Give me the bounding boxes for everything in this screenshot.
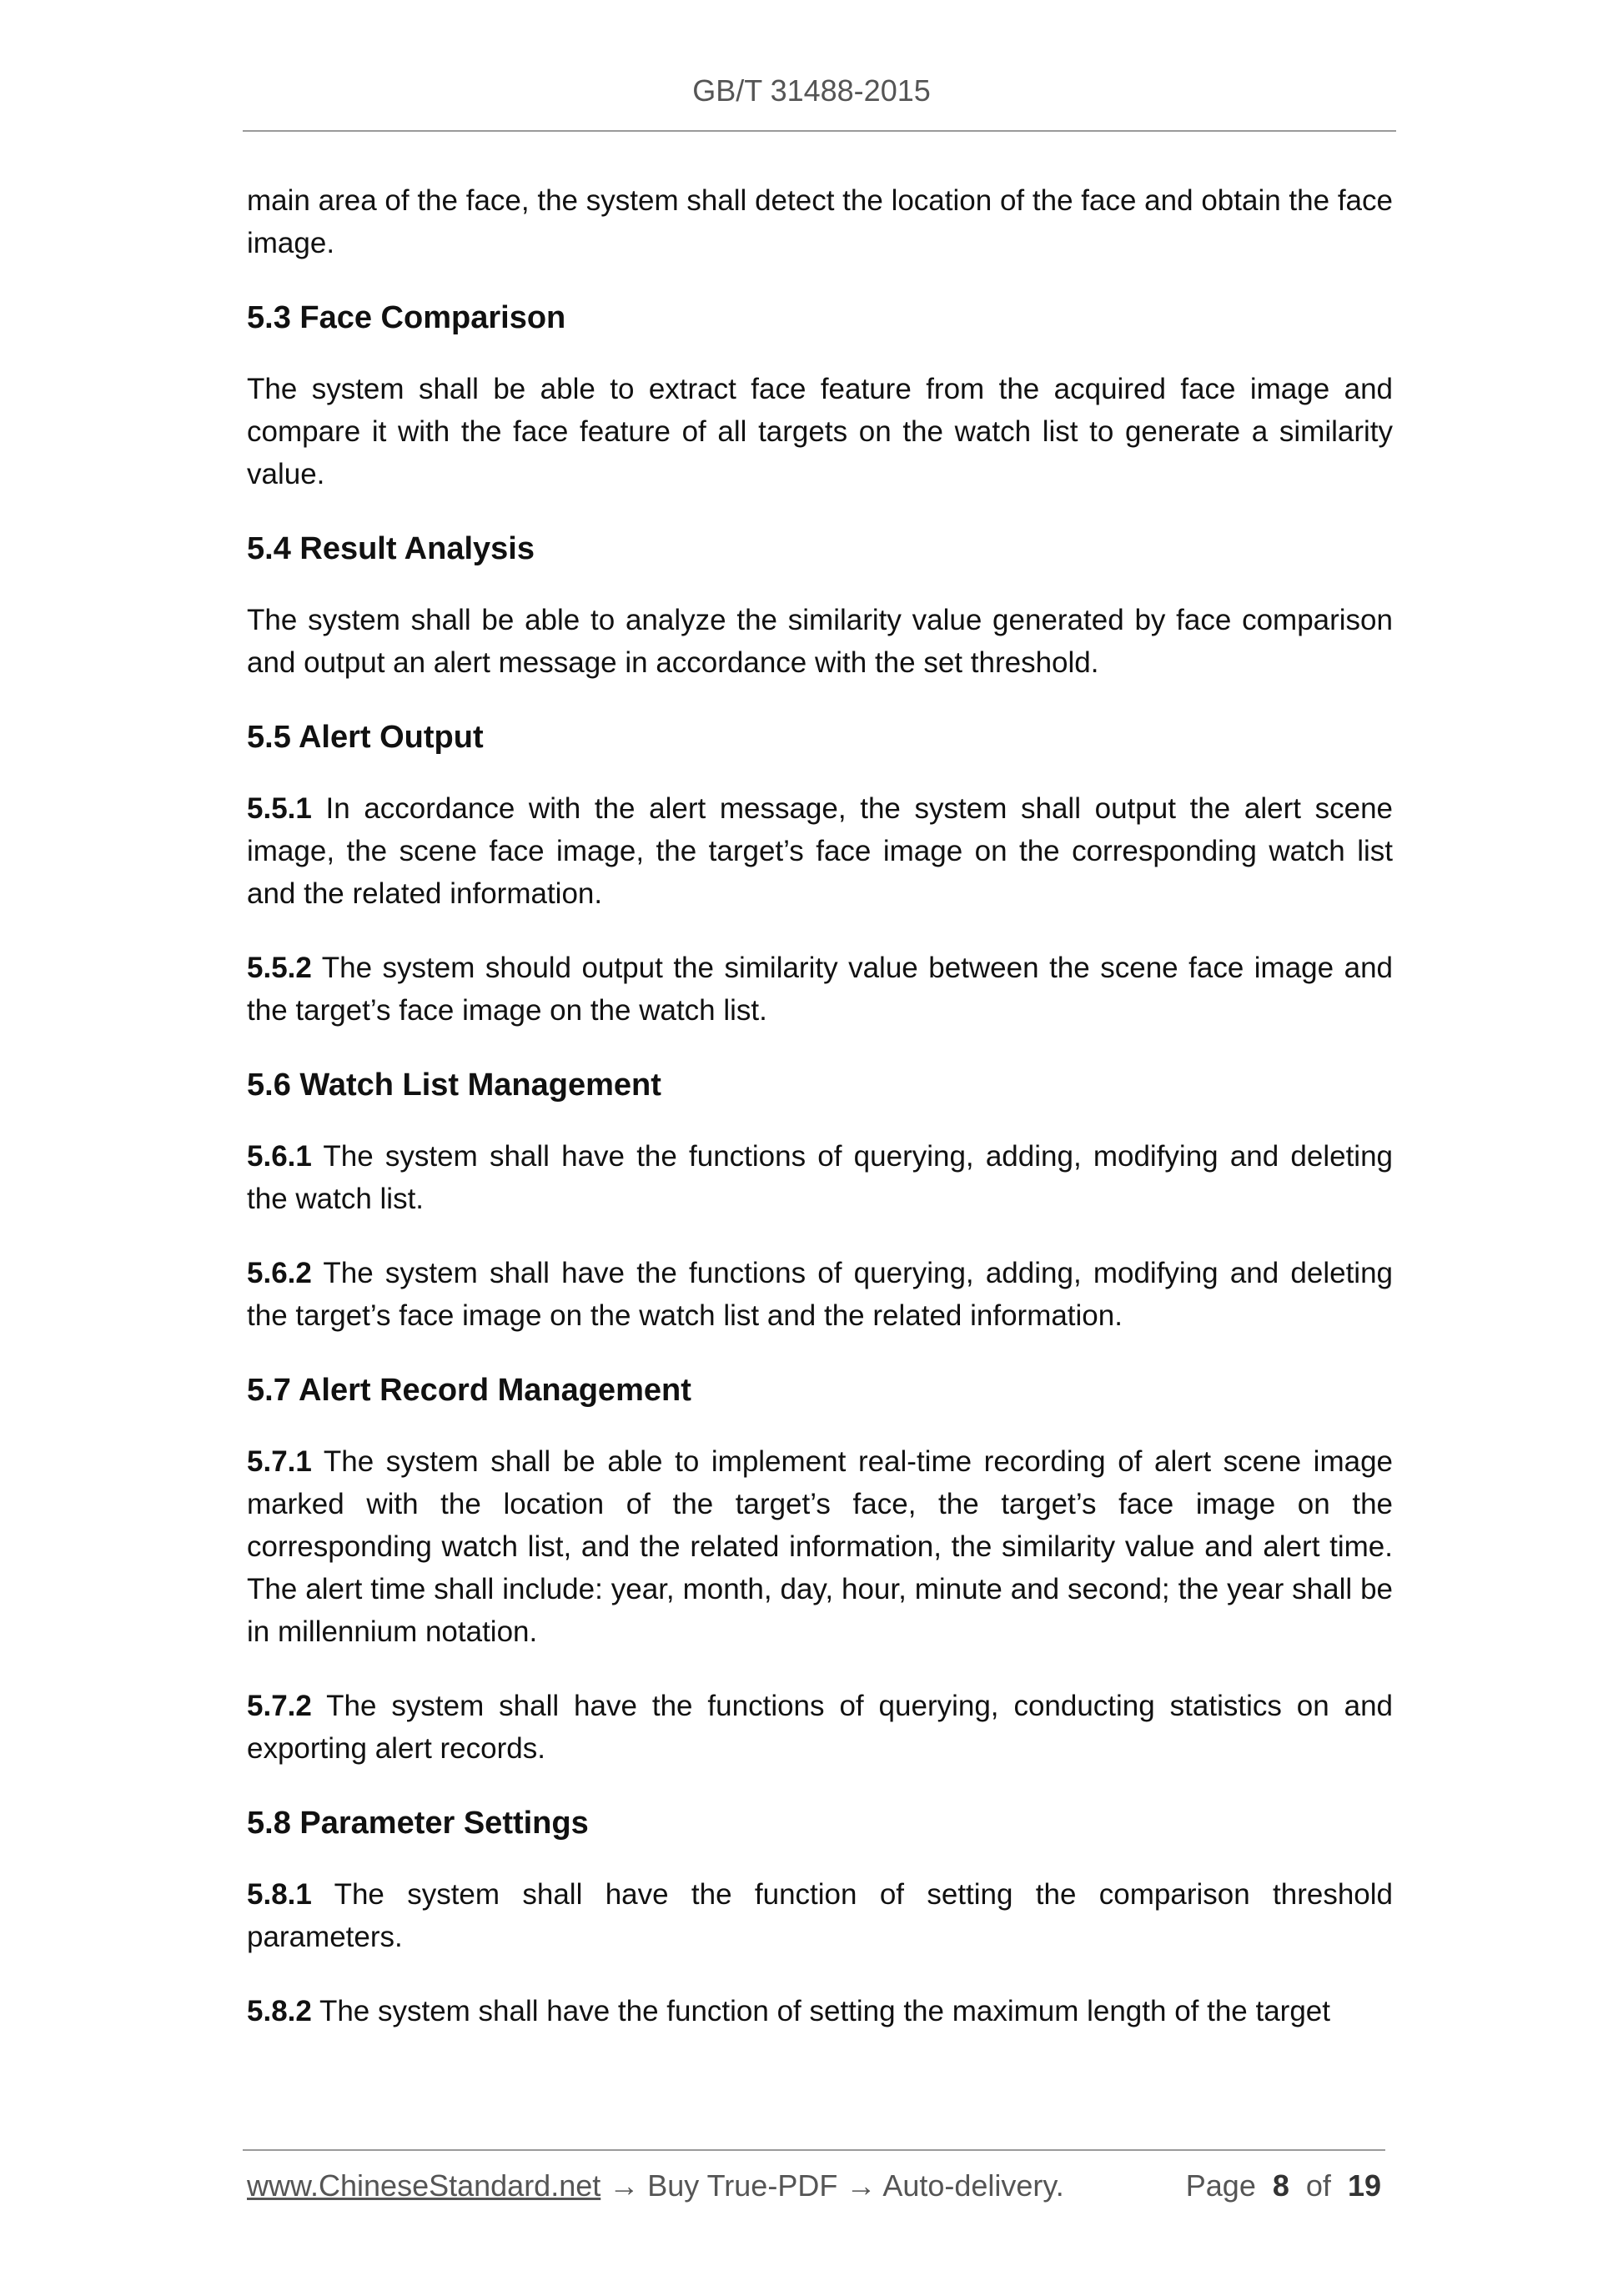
section-heading: 5.3 Face Comparison	[247, 300, 566, 335]
clause-paragraph	[247, 599, 1393, 684]
page-current: 8	[1272, 2168, 1289, 2203]
clause-text: The system shall have the functions of querying, adding, modifying and deleting the target’s face image on the watch list and the related information.	[247, 1257, 1394, 1332]
clause-number: 5.6.1	[247, 1140, 312, 1173]
clause-paragraph	[247, 1252, 1393, 1337]
clause-paragraph	[247, 787, 1393, 915]
footer-divider	[243, 2149, 1385, 2151]
section-heading: 5.8 Parameter Settings	[247, 1806, 589, 1841]
clause-text: In accordance with the alert message, the system shall output the alert scene image, the scene face image, the target’s face image on the corresponding watch list and the related information.	[247, 792, 1393, 910]
clause-paragraph	[247, 1990, 1393, 2032]
clause-number: 5.6.2	[247, 1257, 312, 1289]
clause-number: 5.8.2	[247, 1995, 312, 2027]
clause-number: 5.7.1	[247, 1445, 312, 1478]
section-heading: 5.7 Alert Record Management	[247, 1373, 691, 1408]
section-heading: 5.5 Alert Output	[247, 720, 484, 755]
clause-paragraph	[247, 947, 1393, 1032]
clause-number: 5.5.2	[247, 952, 312, 984]
clause-paragraph	[247, 1873, 1393, 1958]
footer-promo	[247, 2168, 1064, 2203]
page-footer	[247, 2168, 1381, 2208]
clause-text: The system shall be able to implement real-time recording of alert scene image marked with the location of the target’s face, the target’s face image on the corresponding watch list, and the related information, the similarity value and alert time. The alert time shall include: year, month, day, hour, minute and second; the year shall be in millennium notation.	[247, 1445, 1394, 1648]
clause-number: 5.7.2	[247, 1690, 312, 1722]
footer-promo-text: → Buy True-PDF → Auto-delivery.	[600, 2168, 1064, 2203]
clause-text: The system shall have the functions of querying, adding, modifying and deleting the watch list.	[247, 1140, 1394, 1215]
page-number	[1186, 2168, 1381, 2203]
section-heading: 5.4 Result Analysis	[247, 531, 535, 566]
clause-number: 5.5.1	[247, 792, 312, 825]
clause-text: The system shall have the functions of querying, conducting statistics on and exporting alert records.	[247, 1690, 1394, 1765]
sections-container	[247, 296, 1393, 2032]
clause-text: The system should output the similarity value between the scene face image and the target’s face image on the watch list.	[247, 952, 1393, 1027]
document-body	[247, 179, 1393, 2064]
page-label: Page	[1185, 2168, 1256, 2203]
header-divider	[243, 130, 1396, 132]
clause-paragraph	[247, 1135, 1393, 1220]
clause-paragraph	[247, 368, 1393, 495]
page-total: 19	[1347, 2168, 1381, 2203]
clause-paragraph	[247, 1685, 1393, 1770]
section-heading: 5.6 Watch List Management	[247, 1068, 661, 1103]
clause-number: 5.8.1	[247, 1878, 312, 1911]
clause-text: The system shall have the function of setting the maximum length of the target	[319, 1995, 1330, 2027]
document-header: GB/T 31488-2015	[692, 73, 931, 108]
clause-text: The system shall be able to extract face feature from the acquired face image and compare it with the face feature of all targets on the watch list to generate a similarity value.	[247, 373, 1393, 490]
clause-text: The system shall have the function of setting the comparison threshold parameters.	[247, 1878, 1394, 1953]
intro-paragraph: main area of the face, the system shall detect the location of the face and obtain the face image.	[247, 184, 1393, 259]
clause-paragraph	[247, 1440, 1393, 1653]
clause-text: The system shall be able to analyze the similarity value generated by face comparison and output an alert message in accordance with the set threshold.	[247, 604, 1393, 679]
page-of-label: of	[1305, 2168, 1331, 2203]
chinesestandard-link[interactable]: www.ChineseStandard.net	[247, 2168, 601, 2203]
